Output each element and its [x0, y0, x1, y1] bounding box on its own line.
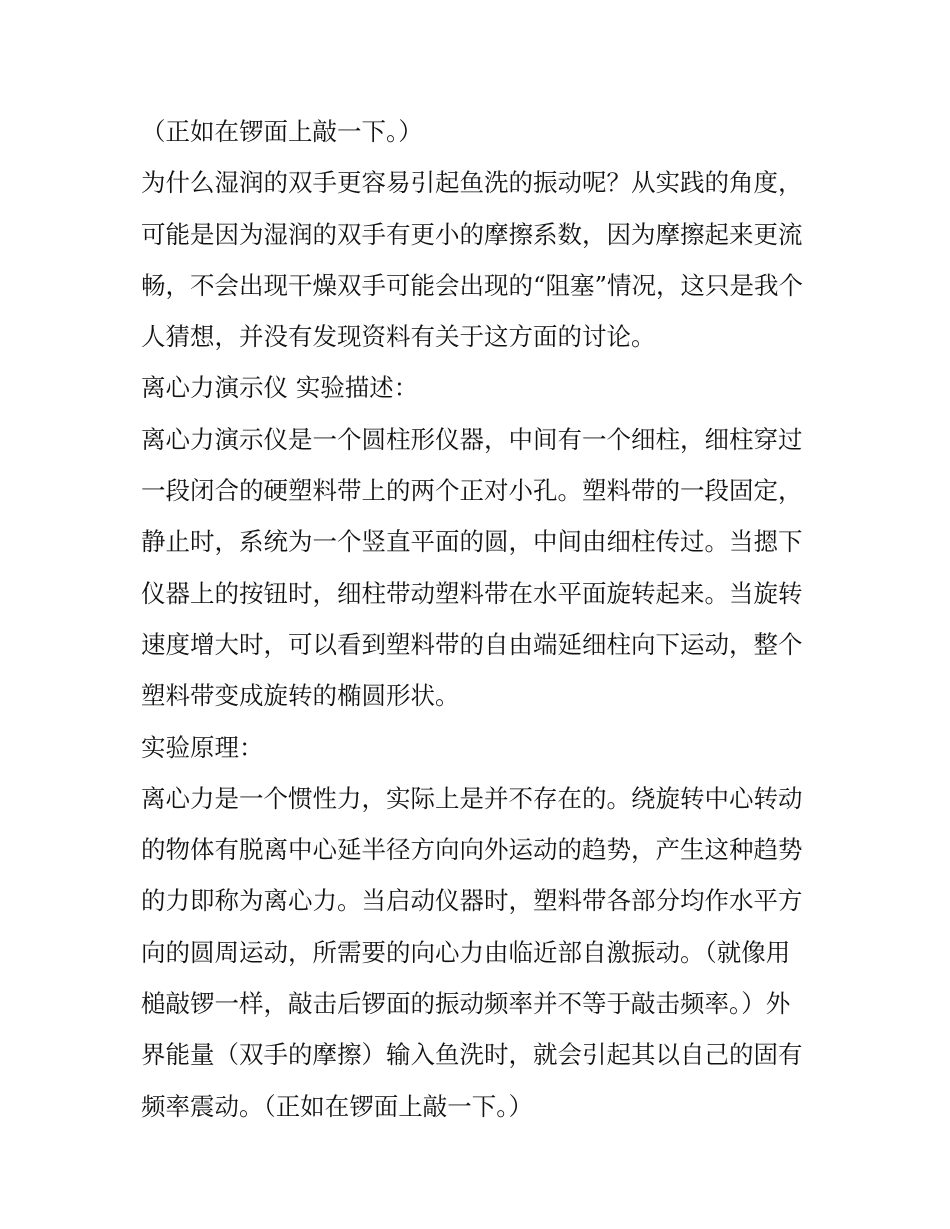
text-line: 静止时，系统为一个竖直平面的圆，中间由细柱传过。当摁下: [141, 527, 803, 557]
document-body: [141, 106, 813, 1132]
text-line: 可能是因为湿润的双手有更小的摩擦系数，因为摩擦起来更流: [141, 219, 803, 249]
text-line: 界能量（双手的摩擦）输入鱼洗时，就会引起其以自己的固有: [141, 1040, 803, 1070]
text-line: 离心力演示仪是一个圆柱形仪器，中间有一个细柱，细柱穿过: [141, 424, 803, 454]
text-line: 塑料带变成旋转的椭圆形状。: [141, 681, 460, 711]
text-line: 一段闭合的硬塑料带上的两个正对小孔。塑料带的一段固定，: [141, 476, 803, 506]
section-heading: 离心力演示仪 实验描述：: [141, 373, 419, 403]
text-line: 畅，不会出现干燥双手可能会出现的“阻塞”情况，这只是我个: [141, 270, 804, 300]
text-line: 人猜想，并没有发现资料有关于这方面的讨论。: [141, 322, 656, 352]
text-line: 的物体有脱离中心延半径方向向外运动的趋势，产生这种趋势: [141, 835, 803, 865]
text-line: 速度增大时，可以看到塑料带的自由端延细柱向下运动，整个: [141, 629, 803, 659]
text-line: 仪器上的按钮时，细柱带动塑料带在水平面旋转起来。当旋转: [141, 578, 803, 608]
text-line: （正如在锣面上敲一下。）: [141, 117, 423, 146]
text-line: 槌敲锣一样，敲击后锣面的振动频率并不等于敲击频率。）外: [141, 989, 791, 1019]
text-line: 离心力是一个惯性力，实际上是并不存在的。绕旋转中心转动: [141, 783, 803, 813]
text-line: 的力即称为离心力。当启动仪器时，塑料带各部分均作水平方: [141, 886, 803, 916]
text-line: 为什么湿润的双手更容易引起鱼洗的振动呢？从实践的角度，: [141, 168, 803, 198]
text-line: 向的圆周运动，所需要的向心力由临近部自激振动。（就像用: [141, 937, 791, 967]
section-heading: 实验原理：: [141, 732, 264, 762]
text-line: 频率震动。（正如在锣面上敲一下。）: [141, 1091, 533, 1121]
